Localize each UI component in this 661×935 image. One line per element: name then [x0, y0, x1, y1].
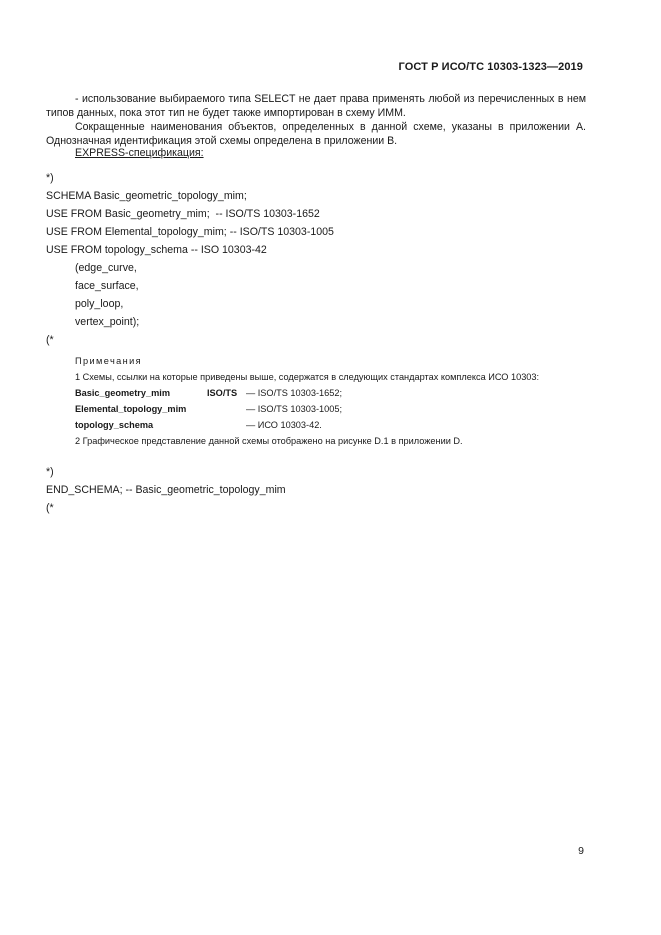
note-1: 1 Схемы, ссылки на которые приведены выше, содержатся в следующих стандартах комплекса ИСО 10303:	[75, 372, 540, 382]
express-spec-label	[46, 146, 586, 160]
notes-block	[75, 353, 539, 449]
code-block-end	[46, 463, 286, 517]
code-line: SCHEMA Basic_geometric_topology_mim;	[46, 190, 247, 202]
code-line: USE FROM Elemental_topology_mim; -- ISO/TS 10303-1005	[46, 226, 334, 238]
note-ref-row	[75, 417, 539, 433]
paragraph-select-note: - использование выбираемого типа SELECT не дает права применять любой из перечисленных в нем типов данных, пока этот тип не будет также импортирован в схему ИММ.	[46, 93, 586, 119]
note-2: 2 Графическое представление данной схемы отображено на рисунке D.1 в приложении D.	[75, 436, 463, 446]
end-schema-line: END_SCHEMA; -- Basic_geometric_topology_mim	[46, 484, 286, 496]
code-close: (*	[46, 502, 54, 514]
note-ref-row	[75, 401, 539, 417]
code-close: (*	[46, 334, 54, 346]
express-spec-text: EXPRESS-спецификация:	[75, 147, 204, 159]
code-line: USE FROM topology_schema -- ISO 10303-42	[46, 244, 267, 256]
schema-name: topology_schema	[75, 420, 154, 430]
code-line: *)	[46, 172, 54, 184]
notes-title: Примечания	[75, 356, 143, 366]
code-block-schema	[46, 169, 334, 349]
code-item: vertex_point);	[75, 316, 140, 328]
code-item: poly_loop,	[75, 298, 124, 310]
schema-tag: ISO/TS	[207, 388, 238, 398]
paragraph-abbreviations: Сокращенные наименования объектов, определенных в данной схеме, указаны в приложении А. Однозначная идентификация этой схемы определена в приложении В.	[46, 121, 586, 147]
schema-ref: — ISO/TS 10303-1005;	[246, 404, 343, 414]
code-open: *)	[46, 466, 54, 478]
schema-name: Elemental_topology_mim	[75, 404, 187, 414]
standard-header: ГОСТ Р ИСО/ТС 10303-1323—2019	[398, 61, 583, 73]
schema-ref: — ISO/TS 10303-1652;	[246, 388, 343, 398]
code-item: face_surface,	[75, 280, 139, 292]
code-item: (edge_curve,	[75, 262, 137, 274]
note-ref-row	[75, 385, 539, 401]
schema-ref: — ИСО 10303-42.	[246, 420, 322, 430]
page-number: 9	[578, 845, 584, 857]
schema-name: Basic_geometry_mim	[75, 388, 170, 398]
code-line: USE FROM Basic_geometry_mim; -- ISO/TS 10303-1652	[46, 208, 320, 220]
